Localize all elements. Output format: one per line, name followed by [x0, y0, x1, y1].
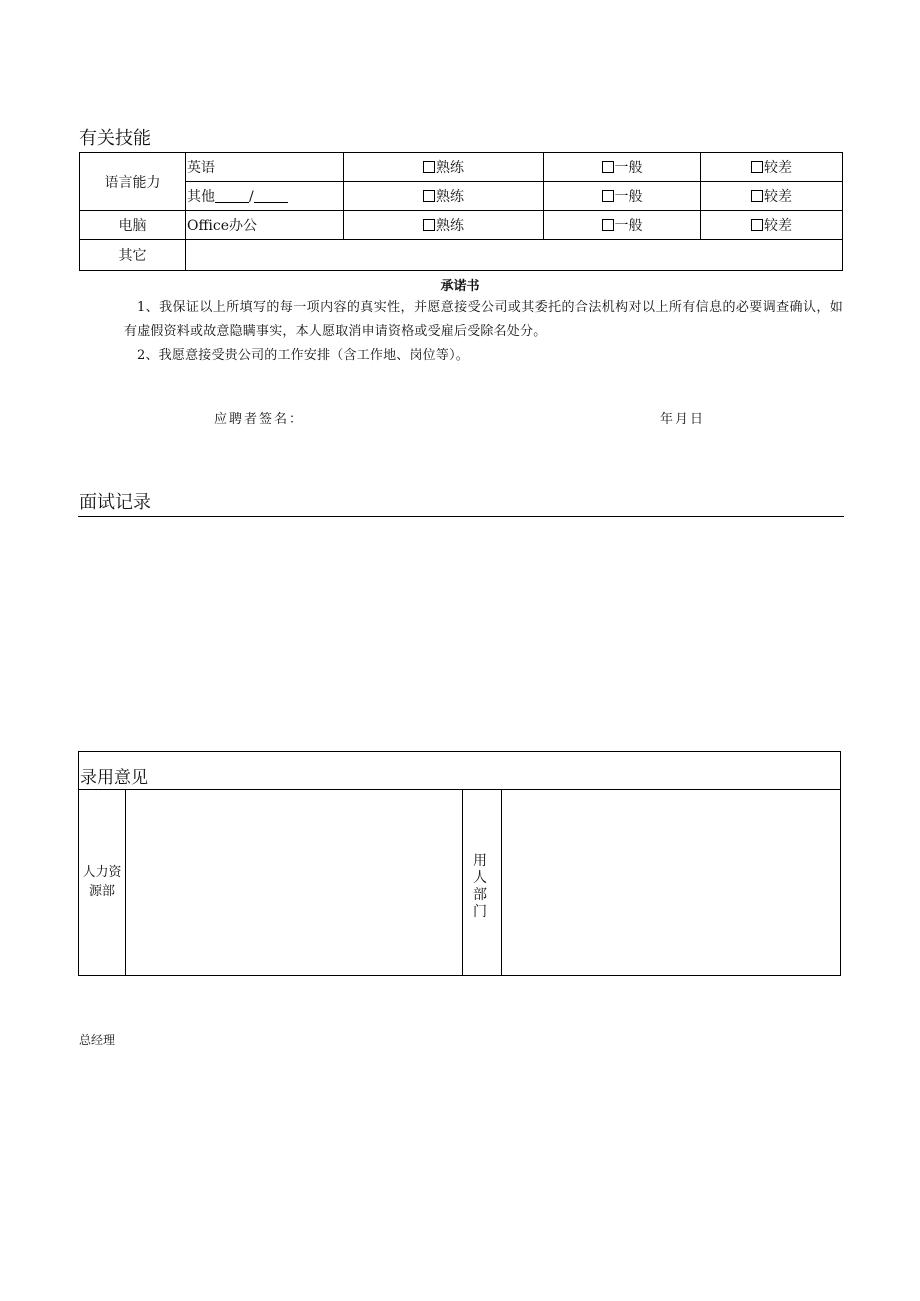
hiring-department-label: 用人部门 [473, 853, 487, 920]
hiring-section-title: 录用意见 [80, 768, 148, 788]
english-poor-option[interactable] [701, 153, 843, 182]
other-language-blank[interactable] [215, 190, 249, 203]
option-label: 一般 [614, 189, 643, 205]
skills-row-other-language [80, 182, 843, 211]
option-label: 较差 [764, 218, 792, 234]
other-language-label: 其他 [187, 189, 215, 205]
checkbox-icon[interactable] [751, 219, 763, 231]
option-label: 熟练 [436, 160, 464, 176]
dept-opinion-field[interactable] [503, 790, 840, 975]
other-average-option[interactable] [544, 182, 701, 211]
office-skilled-option[interactable] [344, 211, 544, 240]
misc-label: 其它 [80, 240, 186, 271]
option-label: 熟练 [436, 218, 464, 234]
option-label: 熟练 [436, 189, 464, 205]
pledge-item-1: 1、我保证以上所填写的每一项内容的真实性，并愿意接受公司或其委托的合法机构对以上所有信息的必要调查确认，如有虚假资料或故意隐瞒事实，本人愿取消申请资格或受雇后受除名处分。 [124, 300, 843, 339]
option-label: 一般 [614, 160, 643, 176]
applicant-signature-label: 应聘者签名： [214, 412, 305, 427]
skills-row-misc [80, 240, 843, 271]
signature-date-label: 年月日 [660, 412, 706, 427]
checkbox-icon[interactable] [751, 190, 763, 202]
dept-column-divider [501, 789, 502, 976]
english-label: 英语 [186, 153, 344, 182]
misc-field[interactable] [186, 240, 843, 271]
checkbox-icon[interactable] [602, 219, 614, 231]
general-manager-label: 总经理 [79, 1033, 116, 1047]
option-label: 较差 [764, 189, 792, 205]
office-poor-option[interactable] [701, 211, 843, 240]
skills-table [79, 152, 843, 271]
other-language-field[interactable] [186, 182, 344, 211]
hr-column-divider [125, 789, 126, 976]
checkbox-icon[interactable] [602, 190, 614, 202]
other-language-level-blank[interactable] [254, 190, 288, 203]
other-poor-option[interactable] [701, 182, 843, 211]
pledge-title: 承诺书 [440, 279, 480, 294]
english-average-option[interactable] [544, 153, 701, 182]
pledge-item-2: 2、我愿意接受贵公司的工作安排（含工作地、岗位等）。 [137, 348, 469, 363]
hr-opinion-field[interactable] [127, 790, 461, 975]
middle-column-divider [462, 789, 463, 976]
computer-label: 电脑 [80, 211, 186, 240]
hr-department-label: 人力资源部 [82, 865, 122, 899]
checkbox-icon[interactable] [423, 161, 435, 173]
checkbox-icon[interactable] [751, 161, 763, 173]
office-average-option[interactable] [544, 211, 701, 240]
checkbox-icon[interactable] [423, 190, 435, 202]
option-label: 一般 [614, 218, 643, 234]
separator: / [249, 189, 254, 205]
other-skilled-option[interactable] [344, 182, 544, 211]
skills-section-title: 有关技能 [79, 128, 151, 149]
office-label: Office办公 [186, 211, 344, 240]
skills-row-computer [80, 211, 843, 240]
option-label: 较差 [764, 160, 792, 176]
english-skilled-option[interactable] [344, 153, 544, 182]
interview-divider [78, 516, 844, 517]
interview-section-title: 面试记录 [79, 492, 151, 513]
checkbox-icon[interactable] [602, 161, 614, 173]
language-ability-label: 语言能力 [80, 153, 186, 211]
checkbox-icon[interactable] [423, 219, 435, 231]
skills-row-english [80, 153, 843, 182]
